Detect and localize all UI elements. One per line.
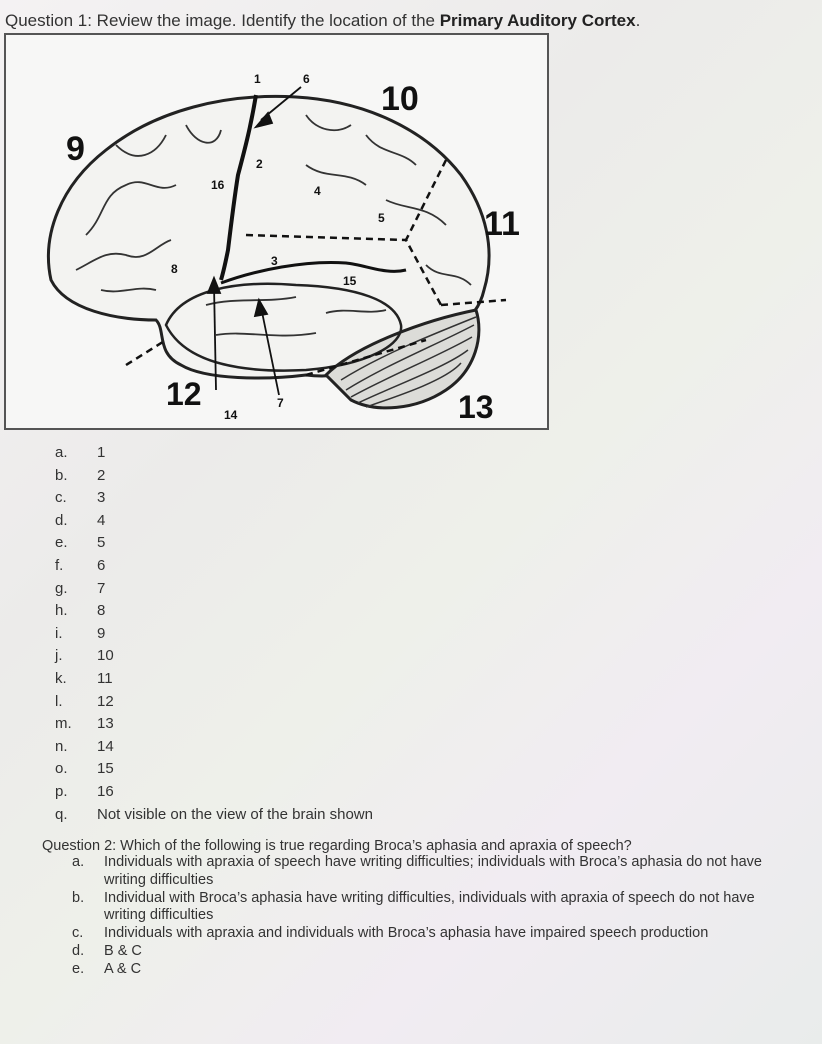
label-2: 2 — [256, 157, 263, 171]
question-2 — [42, 838, 812, 979]
q2-choice-a[interactable] — [72, 854, 812, 890]
option-l[interactable] — [55, 691, 373, 714]
option-letter: o. — [55, 760, 68, 778]
label-9: 9 — [66, 130, 85, 168]
option-letter: f. — [55, 556, 64, 574]
option-p[interactable] — [55, 781, 373, 804]
q2-choice-d[interactable] — [72, 943, 812, 961]
question-1-title — [5, 11, 640, 31]
option-i[interactable] — [55, 623, 373, 646]
option-o[interactable] — [55, 758, 373, 781]
label-11: 11 — [484, 205, 520, 243]
option-text: 14 — [97, 737, 114, 755]
option-text: 15 — [97, 760, 114, 778]
option-g[interactable] — [55, 578, 373, 601]
option-text: 5 — [97, 534, 106, 552]
question-1-bold-term: Primary Auditory Cortex — [439, 11, 636, 30]
choice-letter: e. — [72, 960, 85, 977]
option-letter: l. — [55, 692, 63, 710]
q2-choice-c[interactable] — [72, 925, 812, 943]
option-letter: k. — [55, 669, 67, 687]
option-k[interactable] — [55, 668, 373, 691]
option-text: 6 — [97, 556, 106, 574]
label-1: 1 — [254, 72, 261, 86]
option-h[interactable] — [55, 600, 373, 623]
option-text: 16 — [97, 782, 114, 800]
question-1-options — [55, 442, 373, 826]
label-8: 8 — [171, 262, 178, 276]
option-text: 11 — [97, 669, 113, 687]
option-letter: m. — [55, 715, 72, 733]
label-16: 16 — [211, 178, 225, 192]
choice-letter: b. — [72, 889, 85, 906]
option-m[interactable] — [55, 713, 373, 736]
option-letter: a. — [55, 444, 68, 461]
label-3: 3 — [271, 254, 278, 268]
option-c[interactable] — [55, 487, 373, 510]
label-12: 12 — [166, 376, 202, 412]
choice-text: A & C — [104, 960, 142, 977]
option-d[interactable] — [55, 510, 373, 533]
option-letter: d. — [55, 511, 68, 529]
q2-choice-b[interactable] — [72, 890, 812, 926]
label-5: 5 — [378, 211, 385, 225]
choice-text: Individuals with apraxia and individuals with Broca’s aphasia have impaired speech production — [104, 925, 709, 942]
brain-figure — [4, 33, 549, 430]
option-text: 2 — [97, 466, 106, 484]
option-j[interactable] — [55, 645, 373, 668]
label-13: 13 — [458, 389, 494, 425]
option-b[interactable] — [55, 465, 373, 488]
option-letter: h. — [55, 602, 68, 620]
question-1-prefix: Question 1: Review the image. Identify the location of the — [5, 11, 440, 30]
label-6: 6 — [303, 72, 310, 86]
question-1-suffix: . — [635, 11, 641, 30]
option-letter: n. — [55, 737, 68, 755]
option-letter: c. — [55, 489, 67, 507]
option-n[interactable] — [55, 736, 373, 759]
option-letter: b. — [55, 466, 68, 484]
option-text: 12 — [97, 692, 114, 710]
option-f[interactable] — [55, 555, 373, 578]
choice-letter: c. — [72, 925, 84, 942]
option-e[interactable] — [55, 532, 373, 555]
option-letter: g. — [55, 579, 68, 597]
option-letter: q. — [55, 805, 68, 823]
option-letter: i. — [55, 624, 63, 642]
option-text: 13 — [97, 715, 114, 733]
choice-text: Individuals with apraxia of speech have writing difficulties; individuals with Broca’s aphasia do not have writing difficulties — [104, 854, 762, 888]
q2-choice-e[interactable] — [72, 961, 812, 979]
option-text: 7 — [97, 579, 106, 597]
brain-diagram — [6, 35, 551, 432]
option-text: 4 — [97, 511, 106, 529]
option-letter: p. — [55, 782, 68, 800]
option-letter: j. — [55, 647, 63, 665]
option-letter: e. — [55, 534, 68, 552]
label-10: 10 — [381, 80, 419, 118]
option-text: 9 — [97, 624, 106, 642]
choice-text: B & C — [104, 942, 142, 959]
option-text: Not visible on the view of the brain shown — [97, 805, 373, 823]
option-text: 8 — [97, 602, 106, 620]
option-a[interactable] — [55, 442, 373, 465]
label-4: 4 — [314, 184, 321, 198]
choice-letter: a. — [72, 854, 85, 870]
choice-letter: d. — [72, 942, 85, 959]
option-q[interactable] — [55, 804, 373, 827]
option-text: 1 — [97, 444, 106, 461]
label-7: 7 — [277, 396, 284, 410]
question-2-title: Question 2: Which of the following is true regarding Broca’s aphasia and apraxia of speech? — [42, 838, 632, 854]
label-14: 14 — [224, 408, 238, 422]
choice-text: Individual with Broca’s aphasia have writing difficulties, individuals with apraxia of speech do not have writing difficulties — [104, 889, 755, 924]
option-text: 3 — [97, 489, 106, 507]
option-text: 10 — [97, 647, 114, 665]
label-15: 15 — [343, 274, 357, 288]
